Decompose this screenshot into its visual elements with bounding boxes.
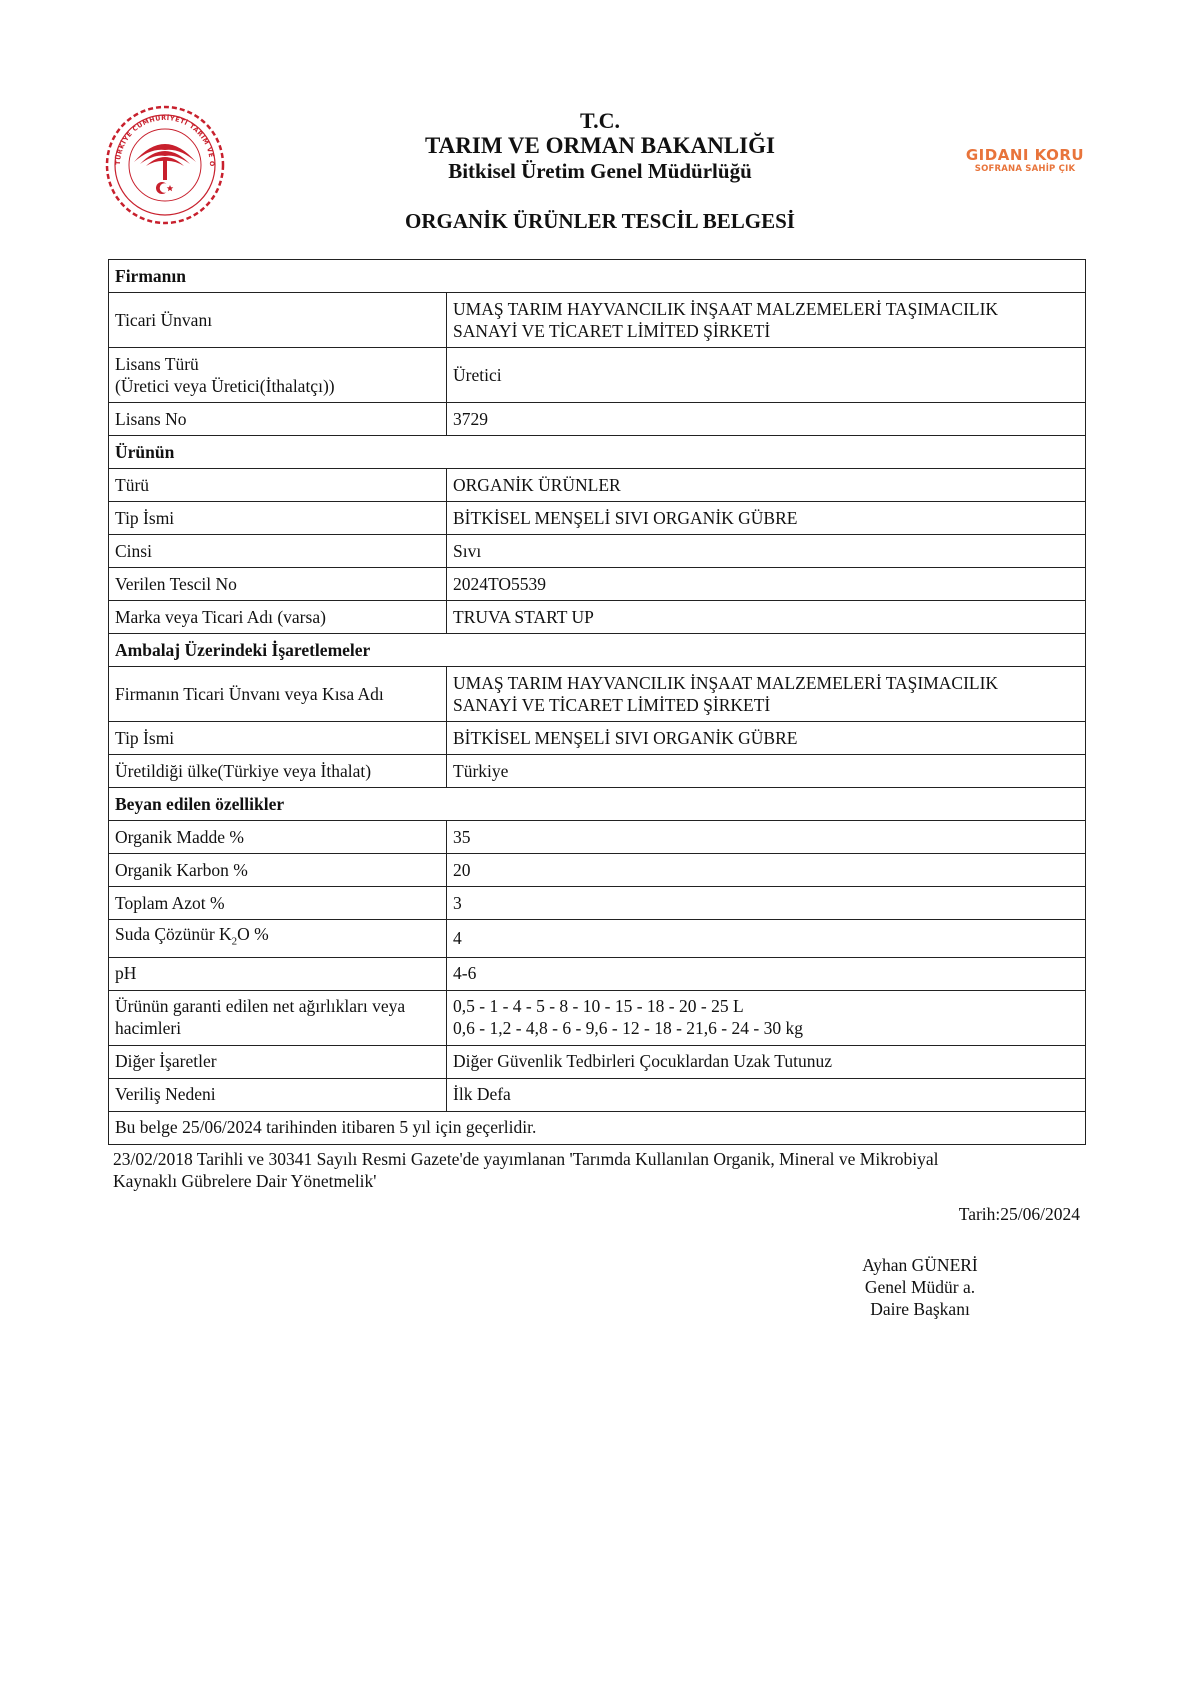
- row-label: Ticari Ünvanı: [109, 293, 447, 348]
- row-label: [109, 990, 447, 1045]
- regulation-footnote: [113, 1148, 1073, 1192]
- label-line: Ürünün garanti edilen net ağırlıkları veya: [115, 996, 406, 1016]
- ministry-seal-logo: [104, 104, 226, 226]
- row-value: [447, 990, 1086, 1045]
- row-label: [109, 348, 447, 403]
- label-text: Suda Çözünür K: [115, 924, 232, 944]
- section-row-packaging: [109, 634, 1086, 667]
- row-label: Marka veya Ticari Adı (varsa): [109, 601, 447, 634]
- row-value: Diğer Güvenlik Tedbirleri Çocuklardan Uzak Tutunuz: [447, 1045, 1086, 1078]
- brand-tagline: SOFRANA SAHİP ÇIK: [974, 164, 1076, 174]
- row-value: 2024TO5539: [447, 568, 1086, 601]
- row-value: Türkiye: [447, 755, 1086, 788]
- table-row: [109, 1078, 1086, 1111]
- table-row: [109, 568, 1086, 601]
- signatory-name: Ayhan GÜNERİ: [862, 1255, 978, 1275]
- header-tc: T.C.: [580, 108, 620, 133]
- value-line: 0,5 - 1 - 4 - 5 - 8 - 10 - 15 - 18 - 20 - 25 L: [453, 996, 744, 1016]
- row-value: TRUVA START UP: [447, 601, 1086, 634]
- table-row: [109, 920, 1086, 958]
- row-label: Verilen Tescil No: [109, 568, 447, 601]
- row-label: Tip İsmi: [109, 722, 447, 755]
- header-ministry: TARIM VE ORMAN BAKANLIĞI: [425, 133, 775, 158]
- row-value: İlk Defa: [447, 1078, 1086, 1111]
- value-line: SANAYİ VE TİCARET LİMİTED ŞİRKETİ: [453, 694, 771, 715]
- table-row: [109, 403, 1086, 436]
- value-line: SANAYİ VE TİCARET LİMİTED ŞİRKETİ: [453, 320, 771, 341]
- label-line: Lisans Türü: [115, 353, 199, 374]
- row-label: Tip İsmi: [109, 502, 447, 535]
- section-row-firm: [109, 260, 1086, 293]
- label-subscript: 2: [231, 935, 238, 948]
- footnote-line: 23/02/2018 Tarihli ve 30341 Sayılı Resmi Gazete'de yayımlanan 'Tarımda Kullanılan Organik, Mineral ve Mikrobiyal: [113, 1149, 939, 1169]
- row-value: 4: [447, 920, 1086, 958]
- table-row: [109, 667, 1086, 722]
- row-value: BİTKİSEL MENŞELİ SIVI ORGANİK GÜBRE: [447, 502, 1086, 535]
- row-label: Toplam Azot %: [109, 887, 447, 920]
- section-heading-firm: Firmanın: [109, 260, 1086, 293]
- row-label: Diğer İşaretler: [109, 1045, 447, 1078]
- row-value: [447, 293, 1086, 348]
- row-value: Sıvı: [447, 535, 1086, 568]
- row-label: Lisans No: [109, 403, 447, 436]
- row-value: BİTKİSEL MENŞELİ SIVI ORGANİK GÜBRE: [447, 722, 1086, 755]
- table-row: [109, 854, 1086, 887]
- section-heading-features: Beyan edilen özellikler: [109, 788, 1086, 821]
- section-heading-product: Ürünün: [109, 436, 1086, 469]
- row-label: [109, 920, 447, 958]
- row-label: Veriliş Nedeni: [109, 1078, 447, 1111]
- brand-name: GIDANI KORU: [965, 146, 1085, 164]
- row-label: Organik Karbon %: [109, 854, 447, 887]
- validity-row: [109, 1111, 1086, 1144]
- value-line: UMAŞ TARIM HAYVANCILIK İNŞAAT MALZEMELERİ TAŞIMACILIK: [453, 298, 999, 319]
- seal-ring-text: TÜRKİYE CUMHURİYETİ TARIM VE O: [114, 114, 216, 167]
- value-line: UMAŞ TARIM HAYVANCILIK İNŞAAT MALZEMELERİ TAŞIMACILIK: [453, 672, 999, 693]
- row-value: 4-6: [447, 957, 1086, 990]
- row-value: 35: [447, 821, 1086, 854]
- table-row: [109, 821, 1086, 854]
- row-value: ORGANİK ÜRÜNLER: [447, 469, 1086, 502]
- header-department: Bitkisel Üretim Genel Müdürlüğü: [448, 159, 752, 183]
- row-label: pH: [109, 957, 447, 990]
- row-value: 3: [447, 887, 1086, 920]
- registration-table: [108, 259, 1086, 1145]
- document-title: ORGANİK ÜRÜNLER TESCİL BELGESİ: [405, 209, 795, 233]
- row-label: Firmanın Ticari Ünvanı veya Kısa Adı: [109, 667, 447, 722]
- section-row-features: [109, 788, 1086, 821]
- signatory-title: Daire Başkanı: [870, 1299, 970, 1319]
- table-row: [109, 957, 1086, 990]
- row-label: Cinsi: [109, 535, 447, 568]
- table-row: [109, 722, 1086, 755]
- row-value: Üretici: [447, 348, 1086, 403]
- signature-block: [820, 1254, 1020, 1320]
- value-line: 0,6 - 1,2 - 4,8 - 6 - 9,6 - 12 - 18 - 21,6 - 24 - 30 kg: [453, 1018, 803, 1038]
- validity-statement: Bu belge 25/06/2024 tarihinden itibaren 5 yıl için geçerlidir.: [109, 1111, 1086, 1144]
- table-row: [109, 990, 1086, 1045]
- table-row: [109, 887, 1086, 920]
- svg-text:TÜRKİYE CUMHURİYETİ TARIM VE O: [104, 104, 215, 167]
- document-header: [380, 108, 820, 184]
- table-row: [109, 293, 1086, 348]
- row-value: 20: [447, 854, 1086, 887]
- table-row: [109, 348, 1086, 403]
- row-label: Türü: [109, 469, 447, 502]
- footnote-line: Kaynaklı Gübrelere Dair Yönetmelik': [113, 1171, 377, 1191]
- issue-date: Tarih:25/06/2024: [958, 1204, 1080, 1224]
- section-row-product: [109, 436, 1086, 469]
- row-label: Organik Madde %: [109, 821, 447, 854]
- table-row: [109, 502, 1086, 535]
- table-row: [109, 601, 1086, 634]
- table-row: [109, 469, 1086, 502]
- row-value: 3729: [447, 403, 1086, 436]
- label-line: (Üretici veya Üretici(İthalatçı)): [115, 375, 335, 396]
- gidani-koru-logo: [955, 146, 1095, 175]
- row-value: [447, 667, 1086, 722]
- label-line: hacimleri: [115, 1018, 182, 1038]
- table-row: [109, 535, 1086, 568]
- row-label: Üretildiği ülke(Türkiye veya İthalat): [109, 755, 447, 788]
- table-row: [109, 1045, 1086, 1078]
- signatory-title: Genel Müdür a.: [864, 1277, 976, 1297]
- section-heading-packaging: Ambalaj Üzerindeki İşaretlemeler: [109, 634, 1086, 667]
- table-row: [109, 755, 1086, 788]
- label-text: O %: [237, 924, 269, 944]
